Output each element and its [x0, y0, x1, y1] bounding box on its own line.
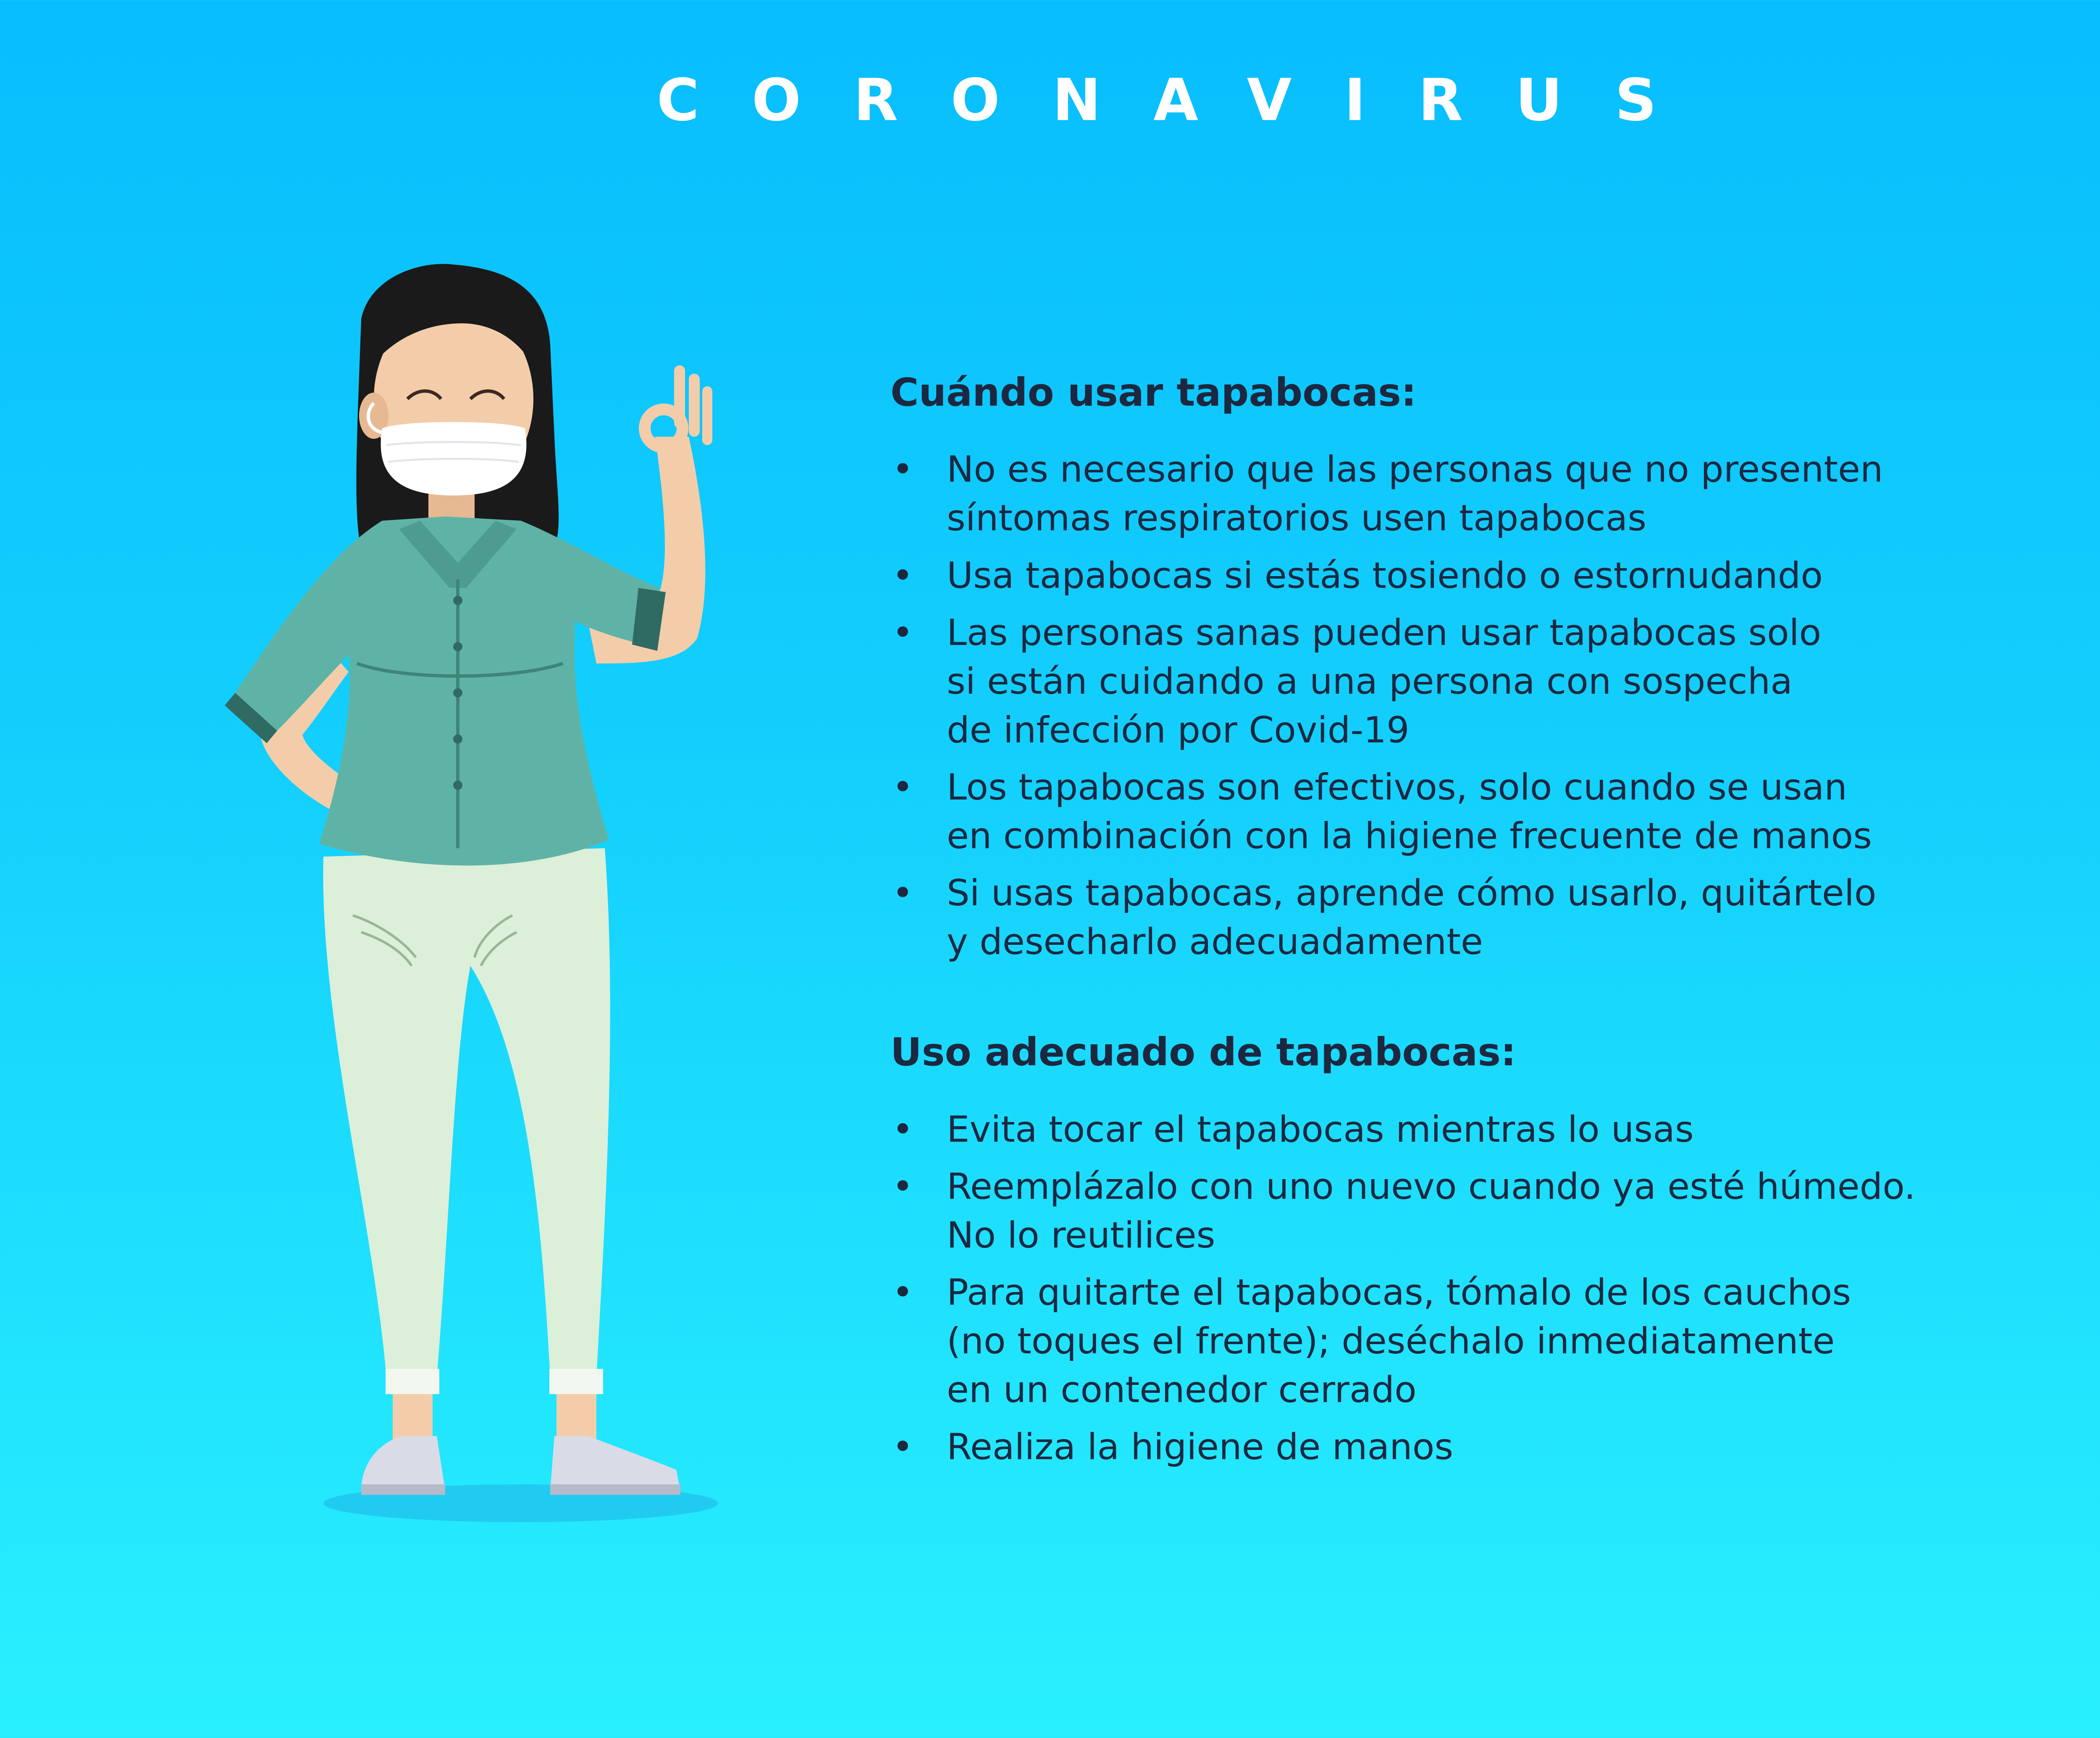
shirt-button [453, 642, 462, 651]
list-item [890, 869, 2100, 966]
pants [323, 848, 610, 1377]
list-item [890, 608, 2100, 755]
section-when-to-use [890, 370, 2100, 966]
section-heading: Uso adecuado de tapabocas: [890, 1030, 1516, 1075]
list-item-text: Realiza la higiene de manos [947, 1426, 1454, 1468]
right-cuff [549, 1369, 603, 1394]
bullet-icon: • [892, 766, 914, 808]
list-item [890, 445, 2100, 543]
section-heading: Cuándo usar tapabocas: [890, 370, 1417, 415]
list-item [890, 1105, 2100, 1154]
shirt-button [453, 596, 462, 605]
list-item-text: Si usas tapabocas, aprende cómo usarlo, quitártelo y desecharlo adecuadamente [947, 872, 1877, 963]
ok-finger-3 [702, 386, 712, 445]
left-sole [361, 1484, 445, 1495]
list-item-text: Evita tocar el tapabocas mientras lo usas [947, 1108, 1694, 1151]
bullet-icon: • [892, 1271, 914, 1313]
section-proper-use [890, 1029, 2100, 1471]
bullet-list [890, 445, 2100, 966]
bullet-icon: • [892, 611, 914, 654]
left-shoe [361, 1436, 445, 1491]
bullet-icon: • [892, 872, 914, 915]
bullet-icon: • [892, 448, 914, 491]
list-item-text: Usa tapabocas si estás tosiendo o estornudando [947, 554, 1823, 597]
shirt-button [453, 688, 462, 697]
list-item-text: No es necesario que las personas que no presenten síntomas respiratorios usen tapabocas [947, 448, 1883, 540]
list-item [890, 1268, 2100, 1414]
right-sole [550, 1484, 680, 1495]
bullet-list [890, 1105, 2100, 1472]
list-item-text: Las personas sanas pueden usar tapabocas solo si están cuidando a una persona con sospecha de infección por Covid-19 [947, 611, 1822, 751]
page-title: CORONAVIRUS [656, 66, 1709, 134]
right-shoe [550, 1436, 680, 1491]
bullet-icon: • [892, 554, 914, 597]
left-cuff [386, 1369, 439, 1394]
list-item-text: Los tapabocas son efectivos, solo cuando se usan en combinación con la higiene frecuente de manos [947, 766, 1872, 857]
bullet-icon: • [892, 1165, 914, 1208]
shirt-button [453, 734, 462, 744]
list-item-text: Reemplázalo con uno nuevo cuando ya esté húmedo. No lo reutilices [947, 1165, 1916, 1256]
ok-finger-2 [689, 374, 700, 437]
list-item-text: Para quitarte el tapabocas, tómalo de los cauchos (no toques el frente); deséchalo inmediatamente en un contenedor cerrado [947, 1271, 1851, 1411]
woman-with-mask-icon [185, 260, 773, 1541]
shirt-button [453, 781, 462, 790]
info-panel [890, 370, 2100, 1534]
list-item [890, 551, 2100, 600]
bullet-icon: • [892, 1426, 914, 1468]
list-item [890, 1423, 2100, 1471]
bullet-icon: • [892, 1108, 914, 1151]
list-item [890, 1162, 2100, 1260]
ok-finger-1 [674, 365, 685, 428]
list-item [890, 763, 2100, 860]
